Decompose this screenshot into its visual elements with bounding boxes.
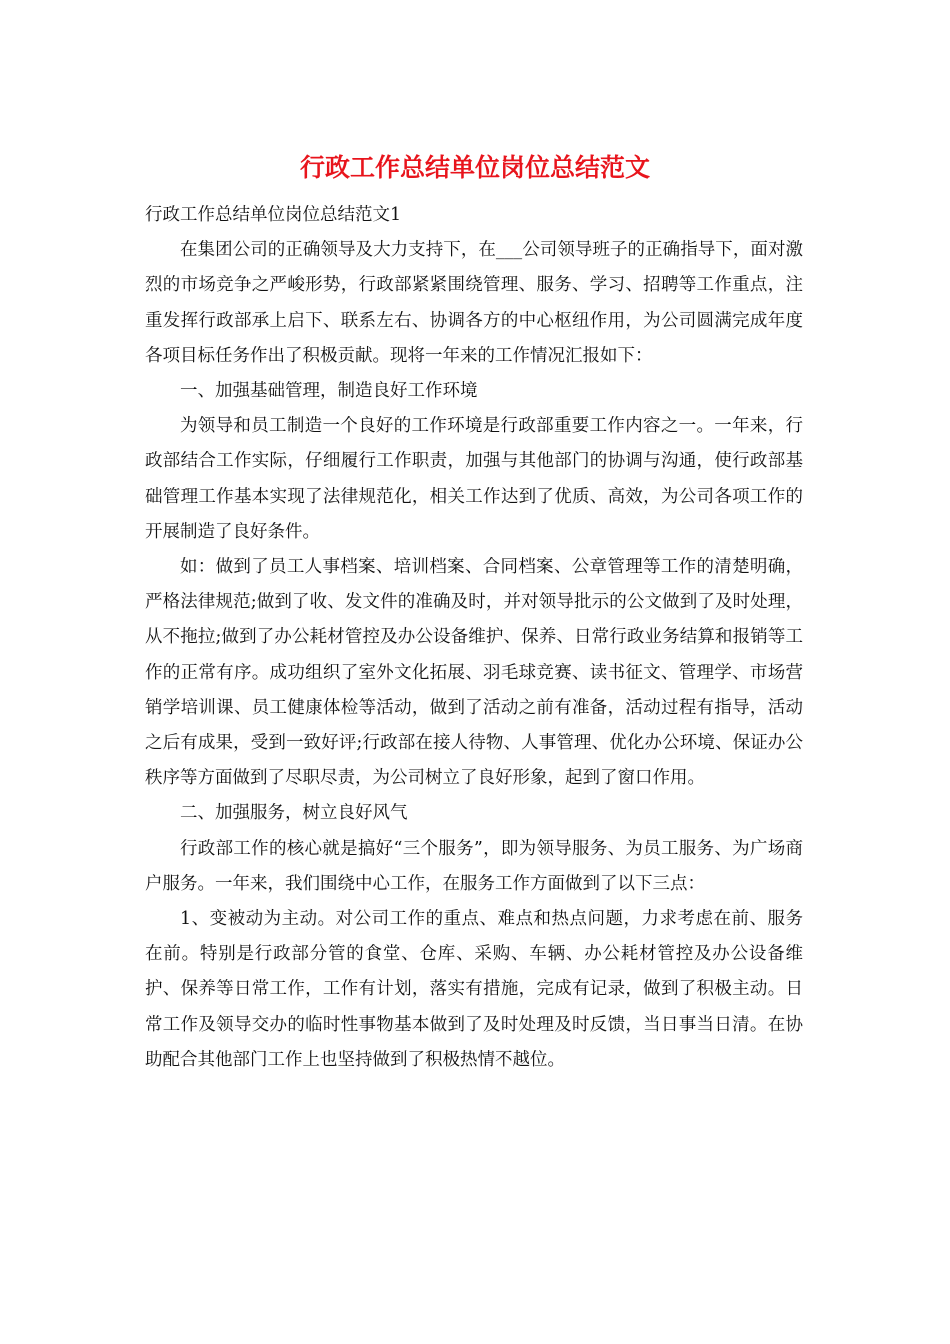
paragraph-point-1: 1、变被动为主动。对公司工作的重点、难点和热点问题，力求考虑在前、服务在前。特别是行政部分管的食堂、仓库、采购、车辆、办公耗材管控及办公设备维护、保养等日常工作，工作有计划，落实有措施，完成有记录，做到了积极主动。日常工作及领导交办的临时性事物基本做到了及时处理及时反馈，当日事当日清。在协助配合其他部门工作上也坚持做到了积极热情不越位。 xyxy=(145,909,803,1070)
paragraph-examples: 如：做到了员工人事档案、培训档案、合同档案、公章管理等工作的清楚明确，严格法律规范;做到了收、发文件的准确及时，并对领导批示的公文做到了及时处理，从不拖拉;做到了办公耗材管控及办公设备维护、保养、日常行政业务结算和报销等工作的正常有序。成功组织了室外文化拓展、羽毛球竞赛、读书征文、管理学、市场营销学培训课、员工健康体检等活动，做到了活动之前有准备，活动过程有指导，活动之后有成果，受到一致好评;行政部在接人待物、人事管理、优化办公环境、保证办公秩序等方面做到了尽职尽责，为公司树立了良好形象，起到了窗口作用。 xyxy=(145,557,803,789)
paragraph-subtitle: 行政工作总结单位岗位总结范文1 xyxy=(145,205,402,225)
document-body xyxy=(145,198,803,1078)
paragraph-intro: 在集团公司的正确领导及大力支持下，在___公司领导班子的正确指导下，面对激烈的市场竞争之严峻形势，行政部紧紧围绕管理、服务、学习、招聘等工作重点，注重发挥行政部承上启下、联系左右、协调各方的中心枢纽作用，为公司圆满完成年度各项目标任务作出了积极贡献。现将一年来的工作情况汇报如下： xyxy=(145,240,803,366)
paragraph-section-2: 行政部工作的核心就是搞好“三个服务”，即为领导服务、为员工服务、为广场商户服务。一年来，我们围绕中心工作，在服务工作方面做到了以下三点： xyxy=(145,838,803,894)
section-heading-1: 一、加强基础管理，制造良好工作环境 xyxy=(180,381,478,402)
document-title: 行政工作总结单位岗位总结范文 xyxy=(299,153,650,182)
paragraph-section-1: 为领导和员工制造一个良好的工作环境是行政部重要工作内容之一。一年来，行政部结合工作实际，仔细履行工作职责，加强与其他部门的协调与沟通，使行政部基础管理工作基本实现了法律规范化，相关工作达到了优质、高效，为公司各项工作的开展制造了良好条件。 xyxy=(145,416,803,542)
section-heading-2: 二、加强服务，树立良好风气 xyxy=(180,803,408,824)
